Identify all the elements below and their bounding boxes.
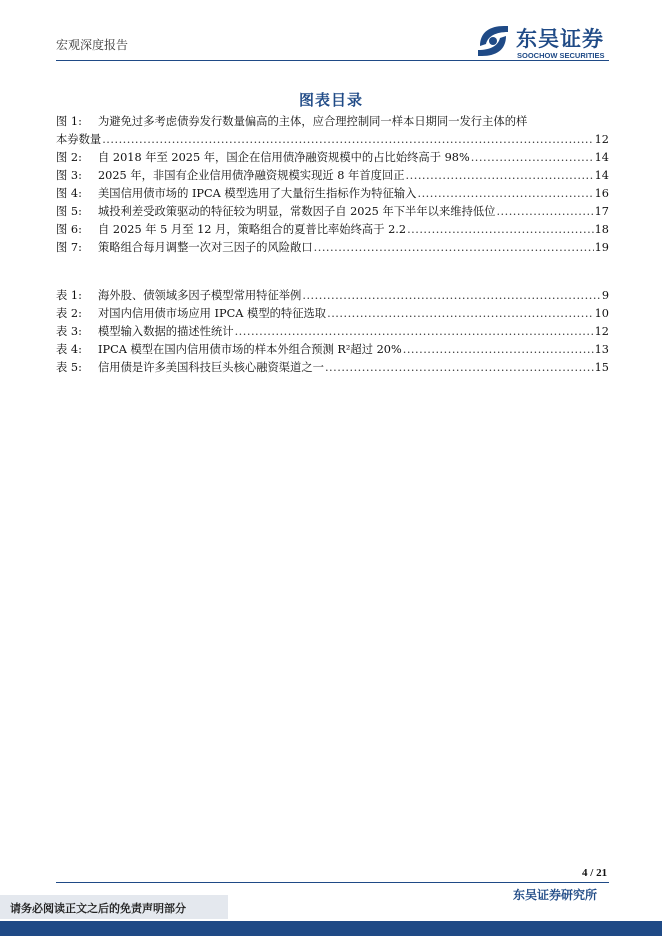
toc-entry-figure-7[interactable] — [56, 239, 609, 257]
toc-title: 信用债是许多美国科技巨头核心融资渠道之一 — [98, 361, 324, 374]
toc-page-number: 13 — [594, 343, 609, 356]
toc-entry-table-2[interactable] — [56, 305, 609, 323]
toc-leader-dots — [314, 239, 594, 257]
toc-page-number: 15 — [594, 361, 609, 374]
toc-page-number: 9 — [601, 289, 609, 302]
toc-leader-dots — [496, 203, 593, 221]
figure-toc-list — [56, 113, 609, 257]
logo-english-name: SOOCHOW SECURITIES — [517, 51, 605, 60]
disclaimer-text: 请务必阅读正文之后的免责声明部分 — [10, 902, 186, 915]
logo-name: 东吴证券 — [516, 27, 604, 51]
page-total: 21 — [596, 867, 608, 879]
toc-title: 自 2025 年 5 月至 12 月，策略组合的夏普比率始终高于 2.2 — [98, 223, 407, 236]
toc-page-number: 12 — [594, 133, 609, 146]
toc-title: 图表目录 — [298, 91, 363, 109]
toc-leader-dots — [407, 221, 594, 239]
toc-entry-figure-6[interactable] — [56, 221, 609, 239]
toc-page-number: 12 — [594, 325, 609, 338]
toc-entry-figure-5[interactable] — [56, 203, 609, 221]
toc-leader-dots — [235, 323, 594, 341]
toc-title: 模型输入数据的描述性统计 — [98, 325, 234, 338]
toc-entry-table-4[interactable] — [56, 341, 609, 359]
toc-entry-table-3[interactable] — [56, 323, 609, 341]
toc-number: 表 4: — [56, 343, 82, 356]
toc-title: 城投利差受政策驱动的特征较为明显，常数因子自 2025 年下半年以来维持低位 — [98, 205, 496, 218]
toc-number: 表 5: — [56, 361, 82, 374]
toc-leader-dots — [406, 167, 594, 185]
toc-number: 图 7: — [56, 241, 82, 254]
footer-bar — [0, 921, 662, 936]
soochow-logo-icon — [474, 22, 512, 60]
disclaimer-banner — [0, 895, 228, 919]
toc-leader-dots — [325, 359, 594, 377]
footer-brand: 东吴证券研究所 — [513, 888, 598, 902]
toc-page-number: 17 — [594, 205, 609, 218]
toc-entry-table-1[interactable] — [56, 287, 609, 305]
page-separator: / — [590, 867, 594, 879]
toc-number: 图 4: — [56, 187, 82, 200]
header-report-type: 宏观深度报告 — [56, 38, 129, 52]
toc-leader-dots — [102, 131, 593, 149]
toc-title: 对国内信用债市场应用 IPCA 模型的特征选取 — [98, 307, 327, 320]
page-number — [582, 867, 607, 879]
toc-title-line-1: 为避免过多考虑债券发行数量偏高的主体，应合理控制同一样本日期同一发行主体的样 — [98, 115, 528, 128]
toc-number: 表 3: — [56, 325, 82, 338]
toc-leader-dots — [471, 149, 594, 167]
toc-page-number: 18 — [594, 223, 609, 236]
toc-entry-figure-4[interactable] — [56, 185, 609, 203]
toc-number: 图 5: — [56, 205, 82, 218]
toc-title: 自 2018 年至 2025 年，国企在信用债净融资规模中的占比始终高于 98% — [98, 151, 470, 164]
toc-page-number: 16 — [594, 187, 609, 200]
toc-leader-dots — [302, 287, 600, 305]
toc-title: 2025 年，非国有企业信用债净融资规模实现近 8 年首度回正 — [98, 169, 405, 182]
toc-page-number: 10 — [594, 307, 609, 320]
page-current: 4 — [582, 867, 588, 879]
header-rule — [56, 60, 609, 61]
toc-leader-dots — [327, 305, 594, 323]
toc-number: 图 1: — [56, 115, 82, 128]
toc-leader-dots — [417, 185, 593, 203]
toc-entry-table-5[interactable] — [56, 359, 609, 377]
toc-number: 图 6: — [56, 223, 82, 236]
toc-title: 美国信用债市场的 IPCA 模型选用了大量衍生指标作为特征输入 — [98, 187, 417, 200]
toc-number: 图 3: — [56, 169, 82, 182]
toc-number: 表 1: — [56, 289, 82, 302]
toc-title: IPCA 模型在国内信用债市场的样本外组合预测 R²超过 20% — [98, 343, 402, 356]
toc-title: 策略组合每月调整一次对三因子的风险敞口 — [98, 241, 313, 254]
toc-number: 图 2: — [56, 151, 82, 164]
toc-entry-figure-3[interactable] — [56, 167, 609, 185]
toc-page-number: 19 — [594, 241, 609, 254]
toc-entry-figure-2[interactable] — [56, 149, 609, 167]
toc-title: 海外股、债领域多因子模型常用特征举例 — [98, 289, 302, 302]
toc-title: 本券数量 — [56, 133, 102, 146]
toc-leader-dots — [403, 341, 594, 359]
toc-number: 表 2: — [56, 307, 82, 320]
toc-entry-figure-1[interactable] — [56, 113, 609, 149]
table-toc-list — [56, 287, 609, 377]
toc-page-number: 14 — [594, 169, 609, 182]
toc-page-number: 14 — [594, 151, 609, 164]
brand-logo — [474, 22, 624, 62]
footer-rule — [56, 882, 609, 883]
